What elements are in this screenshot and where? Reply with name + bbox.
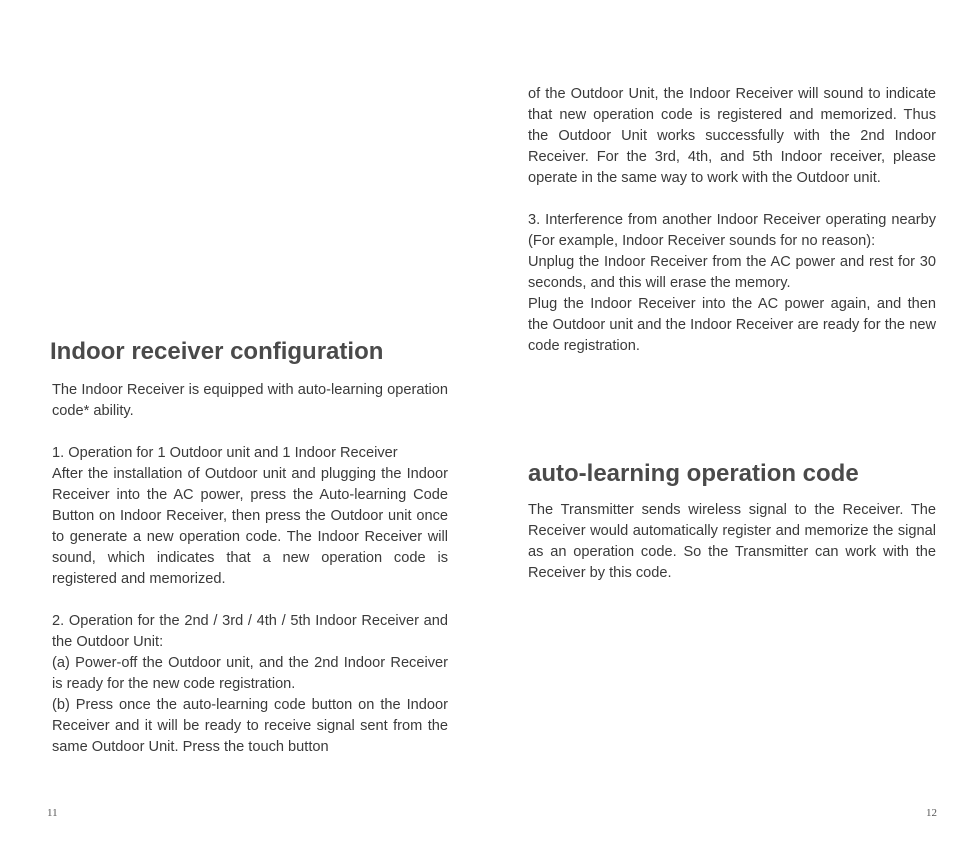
page-number-left: 11 [47, 807, 58, 819]
operation-2-step-b: (b) Press once the auto-learning code button on the Indoor Receiver and it will be ready to receive signal sent from the same Outdoor Unit. Press the touch button [52, 697, 448, 755]
left-body-text [52, 380, 448, 758]
paragraph-spacer [52, 590, 448, 611]
section-heading-indoor-receiver-configuration: Indoor receiver configuration [50, 338, 384, 365]
operation-2-title: 2. Operation for the 2nd / 3rd / 4th / 5th Indoor Receiver and the Outdoor Unit: [52, 613, 448, 650]
intro-paragraph: The Indoor Receiver is equipped with auto-learning operation code* ability. [52, 382, 448, 419]
right-body-text [528, 84, 936, 357]
operation-3-unplug: Unplug the Indoor Receiver from the AC power and rest for 30 seconds, and this will erase the memory. [528, 254, 936, 291]
operation-2-step-a: (a) Power-off the Outdoor unit, and the 2nd Indoor Receiver is ready for the new code registration. [52, 655, 448, 692]
operation-3-plug: Plug the Indoor Receiver into the AC power again, and then the Outdoor unit and the Indoor Receiver are ready for the new code registration. [528, 296, 936, 354]
section-heading-auto-learning-operation-code: auto-learning operation code [528, 460, 859, 487]
paragraph-spacer [528, 189, 936, 210]
page-number-right: 12 [926, 807, 937, 819]
operation-1-title: 1. Operation for 1 Outdoor unit and 1 Indoor Receiver [52, 445, 398, 461]
definition-text [528, 500, 936, 584]
continued-paragraph: of the Outdoor Unit, the Indoor Receiver will sound to indicate that new operation code is registered and memorized. Thus the Outdoor Unit works successfully with the 2nd Indoor Receiver. For the 3rd, 4th, and 5th Indoor receiver, please operate in the same way to work with the Outdoor unit. [528, 86, 936, 186]
operation-1-body: After the installation of Outdoor unit and plugging the Indoor Receiver into the AC power, press the Auto-learning Code Button on Indoor Receiver, then press the Outdoor unit once to generate a new operation code. The Indoor Receiver will sound, which indicates that a new operation code is registered and memorized. [52, 466, 448, 587]
operation-3-title: 3. Interference from another Indoor Receiver operating nearby (For example, Indoor Receiver sounds for no reason): [528, 212, 936, 249]
paragraph-spacer [52, 422, 448, 443]
right-page [490, 0, 979, 852]
definition-paragraph: The Transmitter sends wireless signal to the Receiver. The Receiver would automatically register and memorize the signal as an operation code. So the Transmitter can work with the Receiver by this code. [528, 502, 936, 581]
